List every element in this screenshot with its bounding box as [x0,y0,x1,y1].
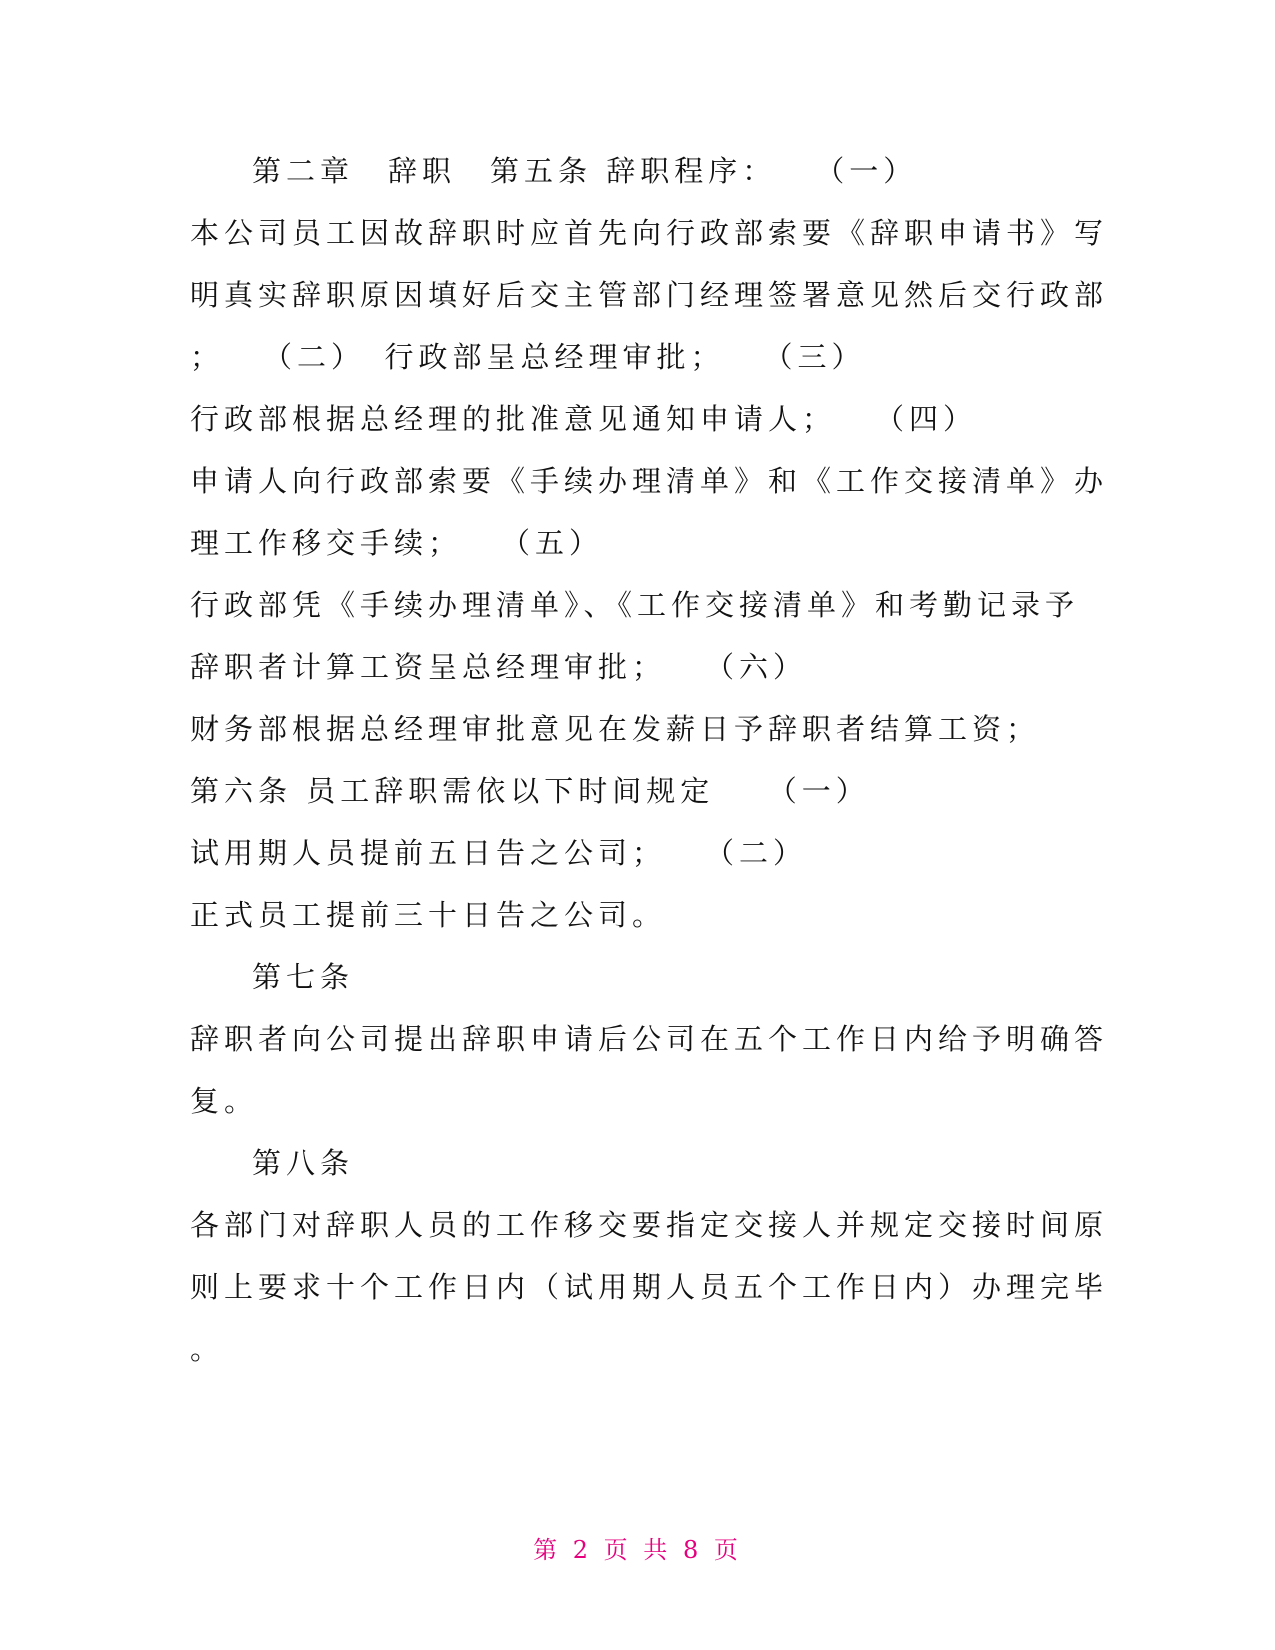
text-line: 行政部根据总经理的批准意见通知申请人； （四） [190,402,978,436]
text-line: 本公司员工因故辞职时应首先向行政部索要《辞职申请书》写 [190,216,1109,250]
text-line: 辞职者计算工资呈总经理审批； （六） [190,650,808,684]
article-7-heading: 第七条 [252,960,355,994]
text-line: 试用期人员提前五日告之公司； （二） [190,836,808,870]
text-line: 行政部凭《手续办理清单》、《工作交接清单》和考勤记录予 [190,588,1080,622]
text-line: 申请人向行政部索要《手续办理清单》和《工作交接清单》办 [190,464,1109,498]
page-number-footer: 第 2 页 共 8 页 [533,1536,742,1564]
text-line: 各部门对辞职人员的工作移交要指定交接人并规定交接时间原 [190,1208,1109,1242]
text-line: 辞职者向公司提出辞职申请后公司在五个工作日内给予明确答 [190,1022,1109,1056]
text-line: ； （二） 行政部呈总经理审批； （三） [190,340,866,374]
article-6-line: 第六条 员工辞职需依以下时间规定 （一） [190,774,870,808]
document-body [190,140,1109,1380]
text-line: 正式员工提前三十日告之公司。 [190,898,667,932]
text-line: 。 [190,1332,225,1366]
text-line: 复。 [190,1084,259,1118]
text-line: 理工作移交手续； （五） [190,526,604,560]
text-line: 明真实辞职原因填好后交主管部门经理签署意见然后交行政部 [190,278,1109,312]
chapter-heading-line: 第二章 辞职 第五条 辞职程序： （一） [252,154,918,188]
article-8-heading: 第八条 [252,1146,355,1180]
text-line: 财务部根据总经理审批意见在发薪日予辞职者结算工资； [190,712,1041,746]
text-line: 则上要求十个工作日内（试用期人员五个工作日内）办理完毕 [190,1270,1109,1304]
